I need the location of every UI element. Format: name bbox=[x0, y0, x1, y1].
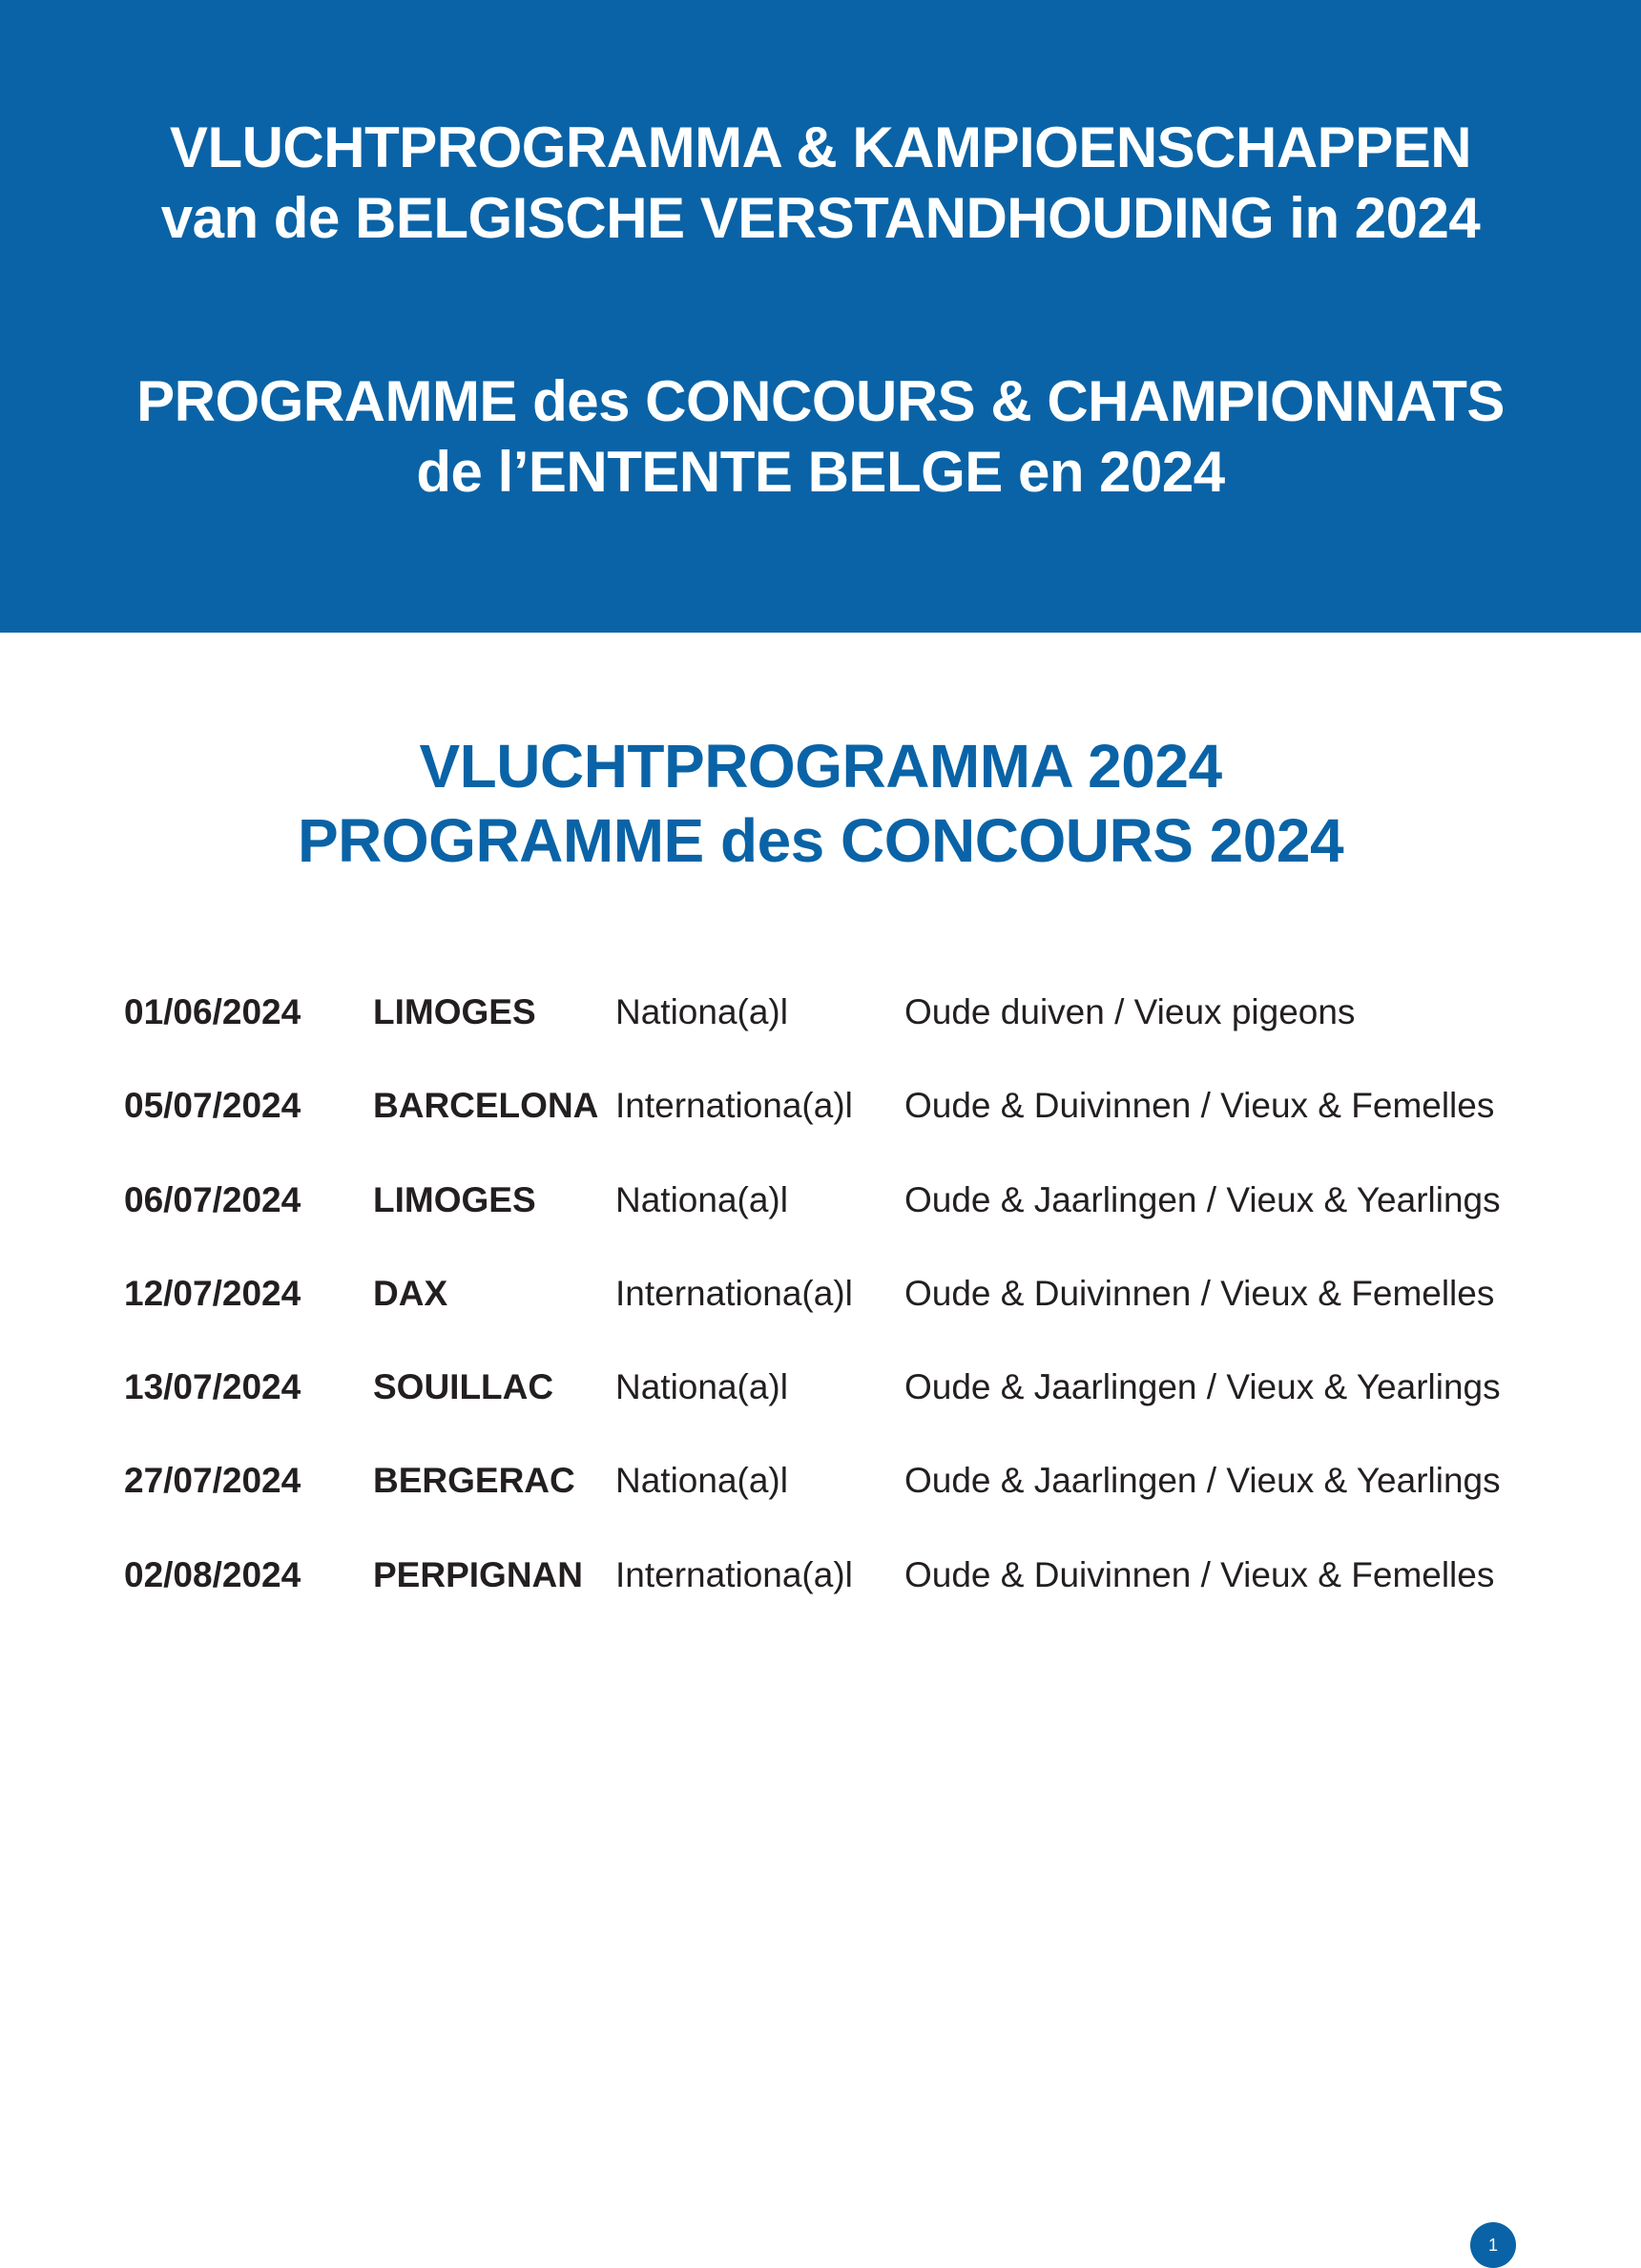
race-category: Oude & Duivinnen / Vieux & Femelles bbox=[904, 1273, 1495, 1313]
program-row bbox=[124, 1452, 1517, 1546]
race-category: Oude & Jaarlingen / Vieux & Yearlings bbox=[904, 1367, 1501, 1407]
header-title-nl bbox=[0, 113, 1641, 254]
race-date: 27/07/2024 bbox=[124, 1461, 301, 1501]
race-type: Nationa(a)l bbox=[615, 1367, 788, 1407]
header-title-nl-line-2: van de BELGISCHE VERSTANDHOUDING in 2024 bbox=[160, 186, 1481, 250]
race-location: SOUILLAC bbox=[373, 1367, 554, 1407]
header-title-fr-line-2: de l’ENTENTE BELGE en 2024 bbox=[416, 440, 1225, 504]
race-date: 02/08/2024 bbox=[124, 1554, 301, 1594]
program-row bbox=[124, 1172, 1517, 1265]
race-location: LIMOGES bbox=[373, 992, 536, 1031]
race-category: Oude duiven / Vieux pigeons bbox=[904, 992, 1356, 1031]
flight-program-list bbox=[124, 984, 1517, 1640]
race-date: 06/07/2024 bbox=[124, 1179, 301, 1219]
header-banner bbox=[0, 0, 1641, 633]
page-number-badge: 1 bbox=[1470, 2222, 1516, 2268]
program-row bbox=[124, 1547, 1517, 1640]
race-date: 12/07/2024 bbox=[124, 1273, 301, 1313]
header-title-fr-line-1: PROGRAMME des CONCOURS & CHAMPIONNATS bbox=[136, 369, 1505, 433]
race-type: Internationa(a)l bbox=[615, 1273, 853, 1313]
race-date: 13/07/2024 bbox=[124, 1367, 301, 1407]
race-category: Oude & Jaarlingen / Vieux & Yearlings bbox=[904, 1461, 1501, 1501]
program-row bbox=[124, 1359, 1517, 1452]
race-type: Nationa(a)l bbox=[615, 1179, 788, 1219]
section-title-line-2: PROGRAMME des CONCOURS 2024 bbox=[297, 806, 1344, 875]
program-row bbox=[124, 1265, 1517, 1359]
race-location: LIMOGES bbox=[373, 1179, 536, 1219]
race-location: BERGERAC bbox=[373, 1461, 575, 1501]
race-type: Nationa(a)l bbox=[615, 992, 788, 1031]
race-date: 01/06/2024 bbox=[124, 992, 301, 1031]
race-type: Nationa(a)l bbox=[615, 1461, 788, 1501]
header-title-nl-line-1: VLUCHTPROGRAMMA & KAMPIOENSCHAPPEN bbox=[169, 115, 1472, 179]
header-title-fr bbox=[0, 366, 1641, 508]
race-location: PERPIGNAN bbox=[373, 1554, 583, 1594]
race-location: DAX bbox=[373, 1273, 448, 1313]
program-row bbox=[124, 984, 1517, 1077]
race-category: Oude & Duivinnen / Vieux & Femelles bbox=[904, 1086, 1495, 1126]
section-title-line-1: VLUCHTPROGRAMMA 2024 bbox=[419, 732, 1222, 801]
race-category: Oude & Duivinnen / Vieux & Femelles bbox=[904, 1554, 1495, 1594]
race-category: Oude & Jaarlingen / Vieux & Yearlings bbox=[904, 1179, 1501, 1219]
race-location: BARCELONA bbox=[373, 1086, 599, 1126]
race-type: Internationa(a)l bbox=[615, 1086, 853, 1126]
race-type: Internationa(a)l bbox=[615, 1554, 853, 1594]
program-row bbox=[124, 1077, 1517, 1171]
race-date: 05/07/2024 bbox=[124, 1086, 301, 1126]
section-title bbox=[0, 729, 1641, 878]
